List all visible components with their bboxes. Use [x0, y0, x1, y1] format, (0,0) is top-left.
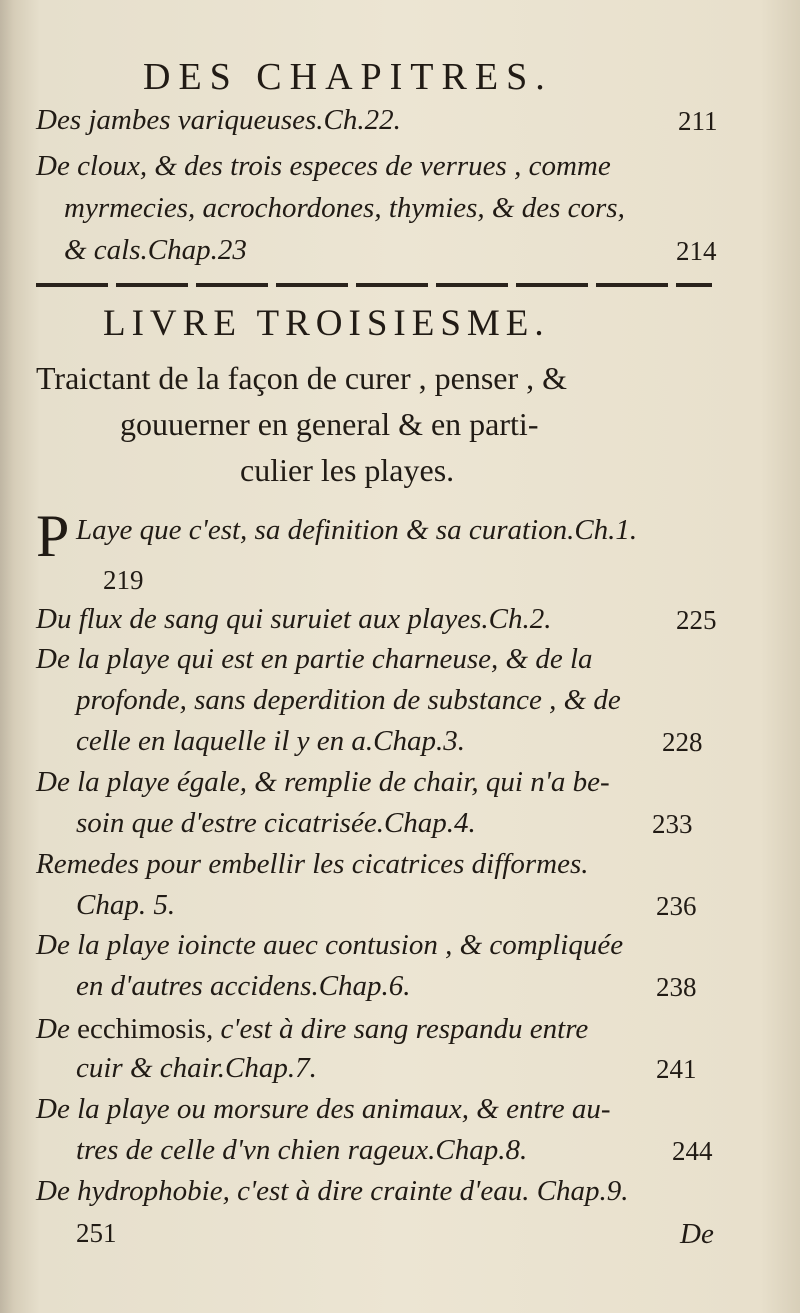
toc-page-number: 211	[678, 106, 718, 136]
text-fragment: , c'est à dire sang respandu entre	[205, 1013, 589, 1045]
toc-entry-line: en d'autres accidens.Chap.6.	[76, 970, 411, 1002]
toc-page-number: 236	[656, 891, 697, 921]
text-fragment: De	[36, 1013, 78, 1045]
toc-entry-line: Des jambes variqueuses.Ch.22.	[36, 104, 401, 136]
drop-initial: P	[36, 503, 70, 569]
subtitle-line: culier les playes.	[240, 452, 455, 488]
toc-page-number: 241	[656, 1054, 697, 1084]
toc-entry-line: soin que d'estre cicatrisée.Chap.4.	[76, 807, 476, 839]
toc-entry-line: De la playe égale, & remplie de chair, qui n'a be-	[36, 766, 610, 798]
toc-entry-line: tres de celle d'vn chien rageux.Chap.8.	[76, 1134, 528, 1166]
toc-page-number: 219	[103, 565, 144, 595]
toc-entry-line: cuir & chair.Chap.7.	[76, 1052, 317, 1084]
toc-page-number: 228	[662, 727, 703, 757]
subtitle-line: gouuerner en general & en parti-	[120, 406, 539, 442]
section-divider	[36, 283, 712, 287]
toc-entry-line: profonde, sans deperdition de substance , & de	[76, 684, 621, 716]
toc-page-number: 214	[676, 236, 717, 266]
toc-entry-line: De la playe ioincte auec contusion , & compliquée	[36, 929, 624, 961]
toc-entry-line: De la playe ou morsure des animaux, & entre au-	[36, 1093, 611, 1125]
toc-entry-line: Du flux de sang qui suruiet aux playes.Ch.2.	[36, 603, 552, 635]
subtitle-line: Traictant de la façon de curer , penser , &	[36, 360, 568, 396]
text-fragment: ecchimosis	[77, 1013, 206, 1045]
running-head: DES CHAPITRES.	[143, 56, 553, 98]
toc-entry-line: De la playe qui est en partie charneuse, & de la	[36, 643, 593, 675]
toc-entry-line: De cloux, & des trois especes de verrues , comme	[36, 150, 611, 182]
book-title: LIVRE TROISIESME.	[103, 303, 550, 344]
toc-entry-line: Chap. 5.	[76, 889, 176, 921]
toc-page-number: 233	[652, 809, 693, 839]
toc-entry-line: myrmecies, acrochordones, thymies, & des cors,	[64, 192, 625, 224]
toc-entry-line	[36, 1011, 588, 1046]
toc-entry-line: Remedes pour embellir les cicatrices difformes.	[36, 848, 589, 880]
toc-page-number: 238	[656, 972, 697, 1002]
toc-entry-line: & cals.Chap.23	[64, 234, 247, 266]
toc-page-number: 225	[676, 605, 717, 635]
toc-entry-line: celle en laquelle il y en a.Chap.3.	[76, 725, 465, 757]
toc-page-number: 251	[76, 1218, 117, 1248]
toc-entry-line: Laye que c'est, sa definition & sa curation.Ch.1.	[76, 514, 638, 546]
toc-entry-line: De hydrophobie, c'est à dire crainte d'eau. Chap.9.	[36, 1175, 629, 1207]
toc-page-number: 244	[672, 1136, 713, 1166]
catchword: De	[680, 1218, 714, 1250]
